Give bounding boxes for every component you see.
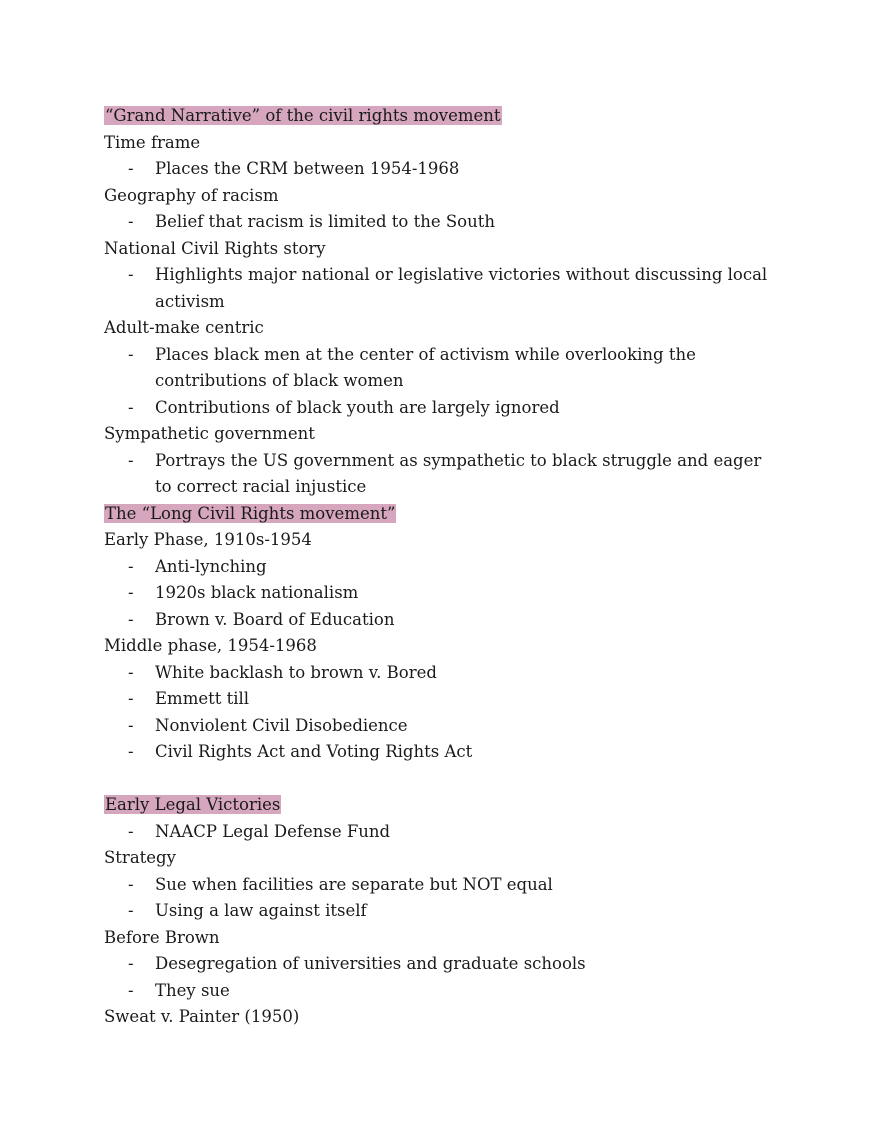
dash-bullet-icon: -	[128, 159, 134, 178]
dash-bullet-icon: -	[128, 742, 134, 761]
bullet-item	[104, 554, 784, 581]
bullet-item	[104, 660, 784, 687]
bullet-text: 1920s black nationalism	[155, 583, 359, 602]
bullet-item	[104, 819, 784, 846]
bullet-text: Nonviolent Civil Disobedience	[155, 715, 408, 735]
bullet-item	[104, 713, 784, 740]
bullet-item	[104, 156, 784, 183]
dash-bullet-icon: -	[128, 662, 134, 682]
bullet-text: Places black men at the center of activism while overlooking the contributions of black women	[155, 344, 696, 390]
bullet-item	[104, 872, 784, 899]
bullet-text: Places the CRM between 1954-1968	[155, 159, 460, 178]
dash-bullet-icon: -	[128, 450, 134, 470]
subheading-line: National Civil Rights story	[104, 238, 326, 258]
bullet-text: Contributions of black youth are largely ignored	[155, 397, 560, 417]
dash-bullet-icon: -	[128, 980, 134, 1000]
bullet-text: Emmett till	[155, 689, 250, 708]
subheading-line: Strategy	[104, 848, 176, 867]
bullet-text: Portrays the US government as sympathetic to black struggle and eager to correct racial injustice	[155, 450, 762, 496]
dash-bullet-icon: -	[128, 874, 134, 894]
highlighted-heading-text: “Grand Narrative” of the civil rights movement	[105, 106, 501, 125]
subheading-line: Middle phase, 1954-1968	[104, 636, 317, 655]
bullet-item	[104, 739, 784, 766]
bullet-text: They sue	[155, 980, 230, 1000]
dash-bullet-icon: -	[128, 344, 134, 364]
blank-line	[104, 766, 784, 793]
highlighted-heading-text: The “Long Civil Rights movement”	[105, 503, 396, 523]
dash-bullet-icon: -	[128, 265, 134, 284]
bullet-item	[104, 342, 784, 395]
section-heading	[104, 792, 784, 819]
bullet-item	[104, 395, 784, 422]
bullet-item	[104, 607, 784, 634]
bullet-item	[104, 951, 784, 978]
bullet-text: Brown v. Board of Education	[155, 609, 395, 629]
dash-bullet-icon: -	[128, 397, 134, 417]
section-heading	[104, 103, 784, 130]
dash-bullet-icon: -	[128, 583, 134, 602]
bullet-text: Sue when facilities are separate but NOT equal	[155, 874, 553, 894]
bullet-text: Belief that racism is limited to the South	[155, 212, 495, 231]
subheading-line: Sweat v. Painter (1950)	[104, 1007, 300, 1026]
bullet-text: NAACP Legal Defense Fund	[155, 821, 391, 841]
bullet-item	[104, 978, 784, 1005]
dash-bullet-icon: -	[128, 689, 134, 708]
bullet-item	[104, 262, 784, 315]
dash-bullet-icon: -	[128, 212, 134, 231]
subheading-line: Adult-make centric	[104, 318, 264, 337]
bullet-item	[104, 448, 784, 501]
bullet-item	[104, 580, 784, 607]
dash-bullet-icon: -	[128, 954, 134, 973]
bullet-item	[104, 686, 784, 713]
subheading-line: Before Brown	[104, 927, 220, 947]
bullet-item	[104, 898, 784, 925]
bullet-text: Highlights major national or legislative victories without discussing local activism	[155, 265, 768, 311]
bullet-item	[104, 209, 784, 236]
dash-bullet-icon: -	[128, 821, 134, 841]
bullet-text: White backlash to brown v. Bored	[155, 662, 437, 682]
bullet-text: Using a law against itself	[155, 901, 367, 920]
bullet-text: Civil Rights Act and Voting Rights Act	[155, 742, 473, 761]
subheading-line: Geography of racism	[104, 185, 279, 205]
dash-bullet-icon: -	[128, 715, 134, 735]
dash-bullet-icon: -	[128, 901, 134, 920]
section	[104, 103, 784, 501]
document-page	[104, 103, 784, 1031]
section	[104, 792, 784, 1031]
dash-bullet-icon: -	[128, 556, 134, 576]
subheading-line: Sympathetic government	[104, 424, 315, 443]
highlighted-heading-text: Early Legal Victories	[105, 795, 281, 814]
bullet-text: Desegregation of universities and graduate schools	[155, 954, 586, 973]
section	[104, 501, 784, 793]
subheading-line: Early Phase, 1910s-1954	[104, 530, 312, 549]
subheading-line: Time frame	[104, 132, 201, 152]
section-heading	[104, 501, 784, 528]
dash-bullet-icon: -	[128, 609, 134, 629]
bullet-text: Anti-lynching	[155, 556, 267, 576]
